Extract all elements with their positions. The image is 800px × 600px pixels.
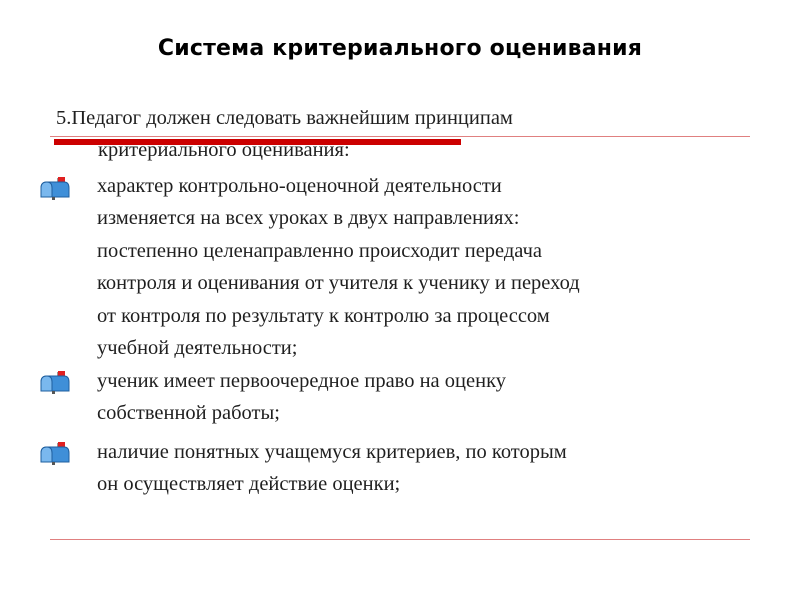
bullet-line: собственной работы; [97, 402, 280, 425]
bullet-line: наличие понятных учащемуся критериев, по которым [97, 441, 567, 463]
bullet-line: ученик имеет первоочередное право на оценку [97, 370, 506, 392]
bottom-divider-line [50, 539, 750, 540]
bullet-line: постепенно целенаправленно происходит передача [97, 239, 542, 262]
mailbox-icon [38, 370, 72, 394]
mailbox-icon [38, 441, 72, 465]
bullet-line: изменяется на всех уроках в двух направлениях: [97, 207, 520, 230]
bullet-line: он осуществляет действие оценки; [97, 473, 401, 496]
intro-line-1: 5.Педагог должен следовать важнейшим принципам [56, 107, 513, 129]
intro-paragraph [56, 102, 756, 167]
intro-line-2: критериального оценивания: [98, 139, 350, 162]
mailbox-icon [38, 176, 72, 200]
slide-title: Система критериального оценивания [157, 36, 643, 61]
bullet-line: характер контрольно-оценочной деятельности [97, 175, 502, 197]
bullet-line: контроля и оценивания от учителя к ученику и переход [97, 272, 580, 295]
bullet-3-text [97, 436, 757, 501]
bullet-line: от контроля по результату к контролю за процессом [97, 304, 550, 327]
bullet-2-text [97, 365, 757, 430]
bullet-1-text [97, 170, 757, 364]
bullet-line: учебной деятельности; [97, 337, 298, 360]
